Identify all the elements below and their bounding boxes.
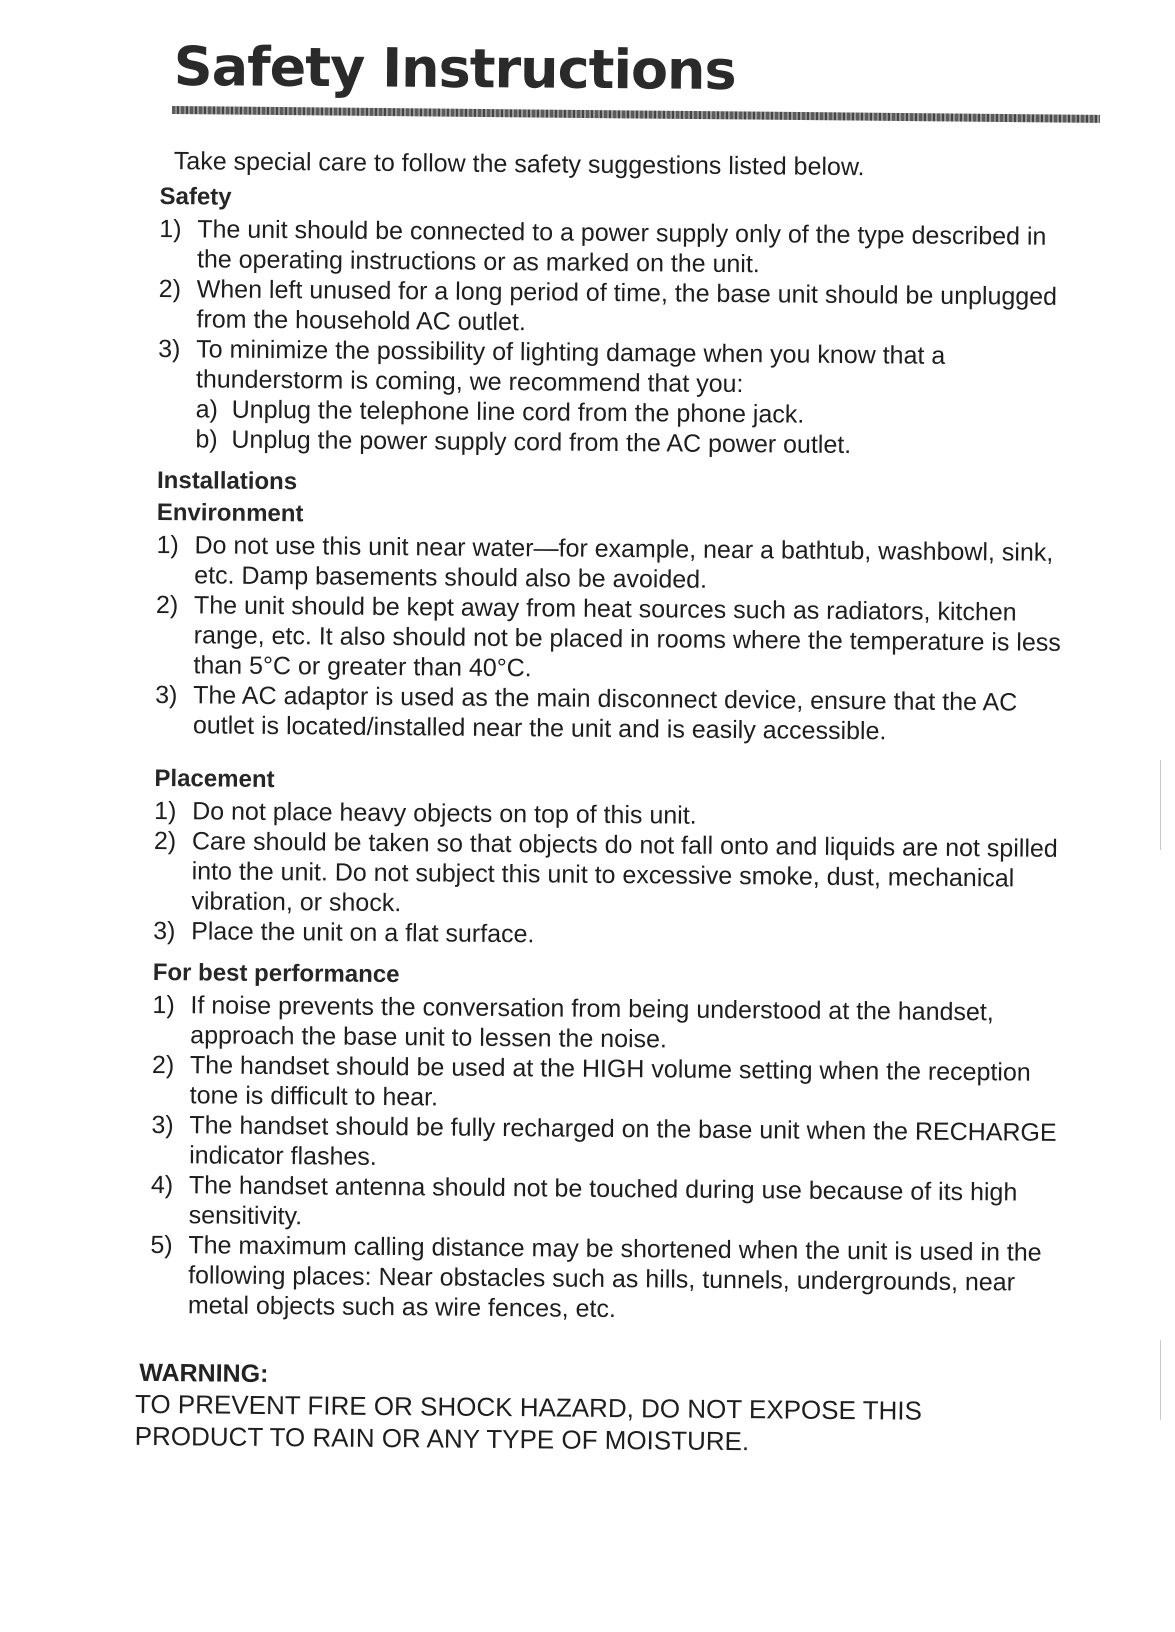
item-number: 3) <box>151 1110 174 1140</box>
list-item <box>155 590 1076 688</box>
item-number: 1) <box>154 796 177 826</box>
scan-artifact <box>1160 1340 1161 1420</box>
list-item <box>159 214 1079 282</box>
list-item <box>150 1230 1071 1328</box>
item-text: If noise prevents the conversation from being understood at the handset, approach the base unit to lessen the noise. <box>190 991 994 1054</box>
item-number: 2) <box>153 826 177 856</box>
list-item <box>152 990 1072 1058</box>
performance-list <box>150 990 1073 1328</box>
safety-list <box>157 214 1079 462</box>
safety-section <box>157 182 1079 462</box>
item-number: 3) <box>158 334 181 364</box>
list-item <box>151 1170 1071 1238</box>
item-text: Place the unit on a flat surface. <box>191 917 535 949</box>
sub-item-letter: b) <box>195 425 218 454</box>
list-item <box>158 274 1078 342</box>
list-item <box>153 826 1074 924</box>
sub-item-text: Unplug the telephone line cord from the phone jack. <box>231 395 805 429</box>
item-number: 1) <box>156 530 179 560</box>
item-text: The handset antenna should not be touched during use because of its high sensitivity. <box>188 1171 1018 1231</box>
item-number: 5) <box>150 1230 173 1260</box>
item-text: When left unused for a long period of time, the base unit should be unplugged from the household AC outlet. <box>196 275 1058 337</box>
warning-heading: WARNING: <box>139 1358 269 1388</box>
item-number: 2) <box>151 1050 175 1080</box>
safety-heading: Safety <box>159 182 232 211</box>
sub-item-text: Unplug the power supply cord from the AC power outlet. <box>231 425 852 460</box>
installations-section <box>153 466 1077 954</box>
item-number: 2) <box>155 590 179 620</box>
item-number: 3) <box>155 680 178 710</box>
item-body <box>195 334 1078 462</box>
performance-heading: For best performance <box>152 958 400 989</box>
intro-text: Take special care to follow the safety suggestions listed below. <box>173 147 865 182</box>
environment-heading: Environment <box>156 498 304 528</box>
list-item <box>157 334 1078 462</box>
item-number: 4) <box>150 1170 174 1200</box>
item-text: Care should be taken so that objects do not fall onto and liquids are not spilled into the unit. Do not subject this unit to excessive smoke, dust, mechanical vibration, or shock. <box>191 827 1058 918</box>
item-text: The maximum calling distance may be shortened when the unit is used in the following places: Near obstacles such as hills, tunnels, undergrounds, near metal objects such as wire fences, etc. <box>187 1231 1042 1324</box>
title-underline <box>172 106 1100 123</box>
item-number: 2) <box>158 274 182 304</box>
content-body <box>134 146 1080 1460</box>
placement-heading: Placement <box>154 764 275 794</box>
item-text: The unit should be connected to a power supply only of the type described in the operating instructions or as marked on the unit. <box>196 215 1047 279</box>
list-item <box>155 680 1075 748</box>
warning-section <box>134 1358 1070 1460</box>
item-text: The handset should be fully recharged on the base unit when the RECHARGE indicator flashes. <box>189 1111 1057 1171</box>
item-number: 1) <box>159 214 182 244</box>
item-text: To minimize the possibility of lighting damage when you know that a thunderstorm is coming, we recommend that you: <box>195 335 946 399</box>
item-number: 1) <box>152 990 175 1020</box>
sub-item-letter: a) <box>195 395 219 424</box>
item-text: Do not use this unit near water—for example, near a bathtub, washbowl, sink, etc. Damp basements should also be avoided. <box>194 531 1054 594</box>
item-text: Do not place heavy objects on top of this unit. <box>192 797 697 830</box>
item-text: The AC adaptor is used as the main disconnect device, ensure that the AC outlet is located/installed near the unit and is easily accessible. <box>192 681 1018 746</box>
performance-section <box>150 958 1073 1328</box>
item-text: The handset should be used at the HIGH volume setting when the reception tone is difficult to hear. <box>189 1051 1031 1112</box>
warning-text: TO PREVENT FIRE OR SHOCK HAZARD, DO NOT EXPOSE THIS PRODUCT TO RAIN OR ANY TYPE OF MOISTURE. <box>134 1388 923 1457</box>
sub-list <box>195 394 1077 462</box>
environment-list <box>155 530 1077 748</box>
page-title: Safety Instructions <box>173 35 736 102</box>
list-item <box>151 1110 1071 1178</box>
list-item <box>152 1050 1072 1118</box>
item-text: The unit should be kept away from heat sources such as radiators, kitchen range, etc. It also should not be placed in rooms where the temperature is less than 5°C or greater than 40°C. <box>193 591 1061 683</box>
item-number: 3) <box>153 916 176 946</box>
sub-list-item <box>195 424 1077 462</box>
scan-artifact <box>1160 760 1161 850</box>
placement-list <box>153 796 1074 954</box>
installations-heading: Installations <box>156 466 298 496</box>
list-item <box>156 530 1076 598</box>
